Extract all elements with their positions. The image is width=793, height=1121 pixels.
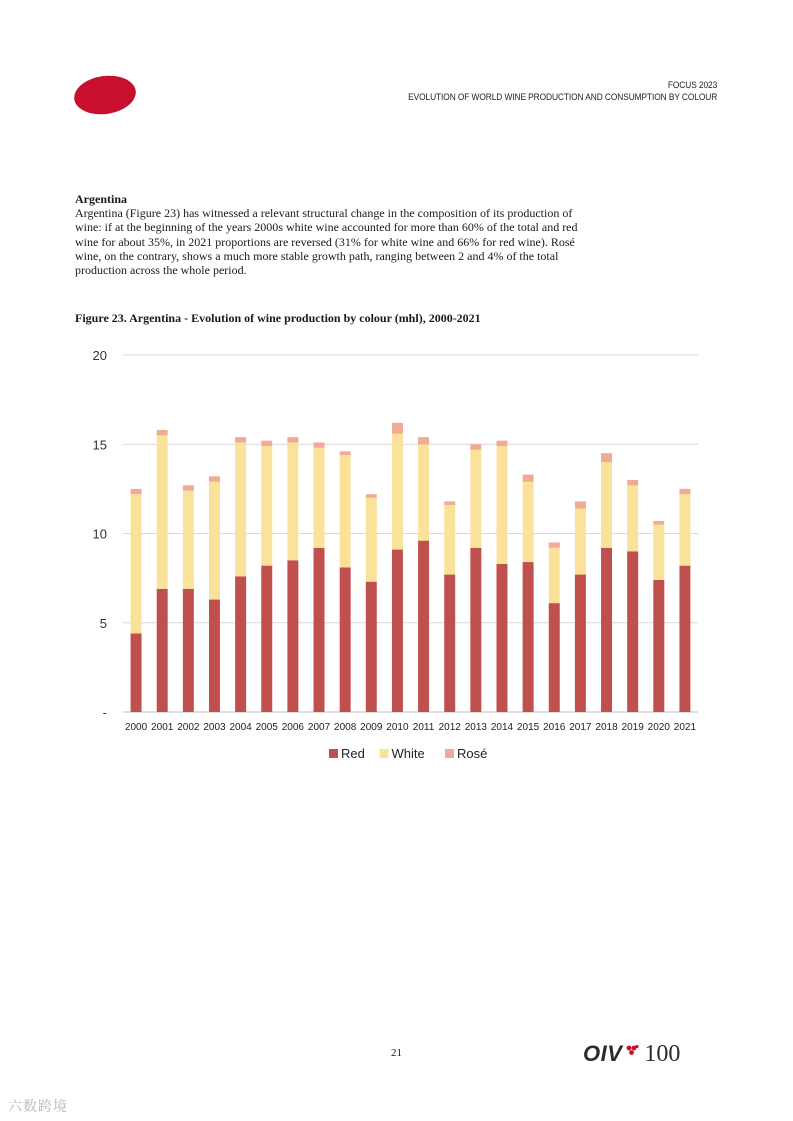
watermark: 六数跨境 [8, 1098, 68, 1114]
bar-white-2015 [523, 482, 534, 562]
bar-white-2019 [627, 485, 638, 551]
bar-ros-2020 [653, 521, 664, 525]
bar-ros-2005 [261, 441, 272, 446]
bar-white-2021 [679, 494, 690, 565]
bar-red-2013 [470, 548, 481, 712]
x-tick-label: 2014 [490, 722, 514, 733]
x-tick-label: 2004 [229, 722, 252, 733]
section-title: Argentina [75, 192, 127, 206]
grape-icon [626, 1044, 640, 1058]
y-tick-label: 20 [92, 348, 107, 363]
bar-ros-2013 [470, 444, 481, 449]
x-tick-label: 2021 [673, 722, 697, 733]
legend-label: Rosé [457, 746, 488, 761]
bar-white-2014 [496, 446, 507, 564]
bar-red-2014 [496, 564, 507, 712]
bar-ros-2000 [131, 489, 142, 494]
x-tick-label: 2019 [621, 722, 644, 733]
bar-ros-2007 [314, 442, 325, 447]
y-tick-label: 15 [92, 437, 107, 453]
bar-ros-2018 [601, 453, 612, 462]
x-tick-label: 2013 [464, 722, 487, 733]
bar-white-2000 [131, 494, 142, 633]
bar-red-2019 [627, 551, 638, 712]
page-number: 21 [391, 1047, 402, 1059]
x-tick-label: 2020 [647, 722, 670, 733]
legend-swatch-white [380, 749, 389, 758]
bar-red-2018 [601, 548, 612, 712]
bar-white-2003 [209, 482, 220, 600]
bar-white-2012 [444, 505, 455, 575]
bar-ros-2019 [627, 480, 638, 485]
x-tick-label: 2011 [412, 722, 435, 733]
bar-ros-2001 [157, 430, 168, 435]
bar-ros-2016 [549, 542, 560, 547]
bar-white-2016 [549, 548, 560, 603]
x-tick-label: 2017 [569, 722, 592, 733]
x-tick-label: 2007 [307, 722, 331, 733]
bar-white-2013 [470, 450, 481, 548]
bar-white-2006 [287, 442, 298, 560]
bar-ros-2002 [183, 485, 194, 490]
bar-red-2000 [131, 633, 142, 712]
bar-white-2018 [601, 462, 612, 548]
y-tick-label: 5 [99, 615, 107, 631]
legend-swatch-ros [445, 749, 454, 758]
x-tick-label: 2003 [203, 722, 226, 733]
y-tick-label: 10 [92, 526, 107, 542]
x-tick-label: 2016 [543, 722, 566, 733]
bar-red-2008 [340, 567, 351, 712]
x-tick-label: 2008 [334, 722, 357, 733]
oiv-100-logo [583, 1041, 680, 1067]
bar-white-2007 [314, 448, 325, 548]
header-subtitle: EVOLUTION OF WORLD WINE PRODUCTION AND CONSUMPTION BY COLOUR [407, 92, 717, 103]
bar-white-2009 [366, 498, 377, 582]
bar-ros-2014 [496, 441, 507, 446]
bar-ros-2017 [575, 501, 586, 508]
bar-ros-2003 [209, 476, 220, 481]
legend-label: White [391, 746, 425, 761]
page-header [408, 80, 717, 104]
bar-ros-2010 [392, 423, 403, 434]
x-tick-label: 2012 [438, 722, 461, 733]
bar-red-2007 [314, 548, 325, 712]
bar-red-2001 [157, 589, 168, 712]
x-tick-label: 2002 [177, 722, 200, 733]
x-tick-label: 2005 [255, 722, 278, 733]
stacked-bar-chart [85, 345, 710, 775]
bar-red-2020 [653, 580, 664, 712]
x-tick-label: 2018 [595, 722, 618, 733]
x-tick-label: 2001 [151, 722, 174, 733]
bar-ros-2009 [366, 494, 377, 498]
bar-red-2003 [209, 600, 220, 712]
bar-white-2004 [235, 442, 246, 576]
bar-ros-2006 [287, 437, 298, 442]
bar-white-2001 [157, 435, 168, 589]
x-tick-label: 2009 [360, 722, 383, 733]
bar-white-2011 [418, 444, 429, 540]
oiv-logo-text: OIV [583, 1041, 623, 1066]
bar-ros-2021 [679, 489, 690, 494]
bar-red-2002 [183, 589, 194, 712]
bar-ros-2004 [235, 437, 246, 442]
header-focus: FOCUS 2023 [667, 80, 717, 91]
section-body: Argentina (Figure 23) has witnessed a relevant structural change in the composition of its production of wine: if at the beginning of the years 2000s white wine accounted for more than 60% of the total and red wine for about 35%, in 2021 proportions are reversed (31% for white wine and 66% for red wine). Rosé wine, on the contrary, shows a much more stable growth path, ranging between 2 and 4% of the total production across the whole period. [75, 206, 578, 278]
bar-red-2010 [392, 550, 403, 712]
bar-red-2012 [444, 575, 455, 712]
bar-white-2002 [183, 491, 194, 589]
bar-ros-2012 [444, 501, 455, 505]
bar-red-2021 [679, 566, 690, 712]
legend-label: Red [341, 746, 365, 761]
bar-red-2009 [366, 582, 377, 712]
argentina-section [75, 192, 595, 277]
bar-white-2017 [575, 509, 586, 575]
x-tick-label: 2015 [516, 722, 540, 733]
bar-ros-2011 [418, 437, 429, 444]
bar-red-2006 [287, 560, 298, 712]
legend-swatch-red [329, 749, 338, 758]
figure-caption: Figure 23. Argentina - Evolution of wine production by colour (mhl), 2000-2021 [75, 311, 481, 325]
bar-red-2017 [575, 575, 586, 712]
x-tick-label: 2000 [124, 722, 148, 733]
bar-white-2008 [340, 455, 351, 567]
bar-red-2004 [235, 576, 246, 712]
bar-white-2005 [261, 446, 272, 566]
x-tick-label: 2006 [281, 722, 305, 733]
focus-logo-blob [74, 75, 136, 115]
bar-white-2010 [392, 434, 403, 550]
y-tick-label: - [102, 705, 107, 720]
bar-red-2005 [261, 566, 272, 712]
bar-red-2015 [523, 562, 534, 712]
bar-ros-2015 [523, 475, 534, 482]
bar-ros-2008 [340, 451, 351, 455]
x-tick-label: 2010 [386, 722, 409, 733]
bar-red-2011 [418, 541, 429, 712]
bar-red-2016 [549, 603, 560, 712]
bar-white-2020 [653, 525, 664, 580]
oiv-logo-number: 100 [644, 1041, 681, 1067]
